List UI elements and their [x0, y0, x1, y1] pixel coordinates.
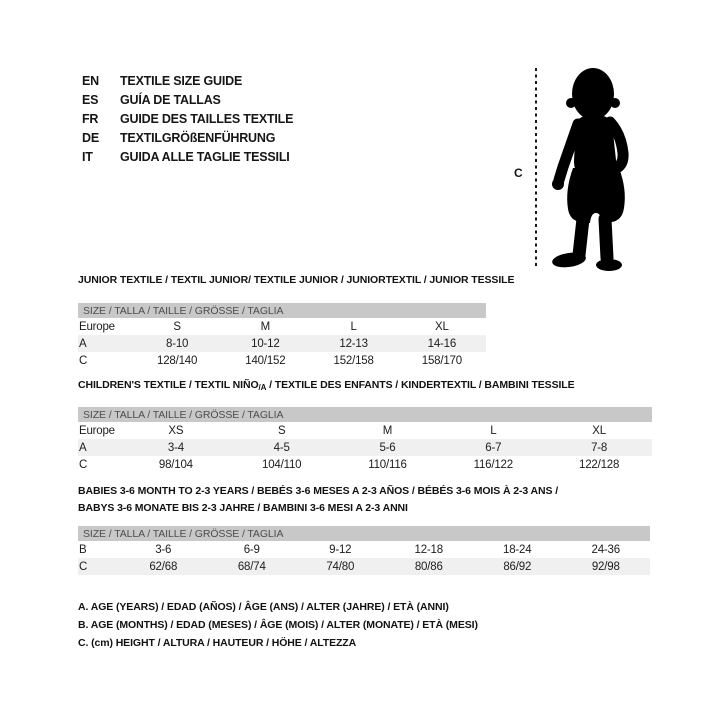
table-cell: 62/68 — [149, 560, 178, 573]
lang-row-en — [82, 71, 293, 90]
table-row — [78, 456, 652, 473]
table-cell: 12-18 — [414, 543, 443, 556]
table-cell: 122/128 — [579, 458, 620, 471]
babies-table-title — [78, 483, 558, 517]
table-cell: 116/122 — [473, 458, 513, 471]
size-header-band: SIZE / TALLA / TAILLE / GRÖSSE / TAGLIA — [78, 407, 652, 422]
lang-row-it — [82, 147, 293, 166]
lang-code: EN — [82, 73, 99, 88]
height-dashed-line — [535, 68, 537, 268]
table-cell: 110/116 — [368, 458, 407, 471]
table-cell: 24-36 — [591, 543, 620, 556]
table-cell: 18-24 — [503, 543, 532, 556]
table-cell: 5-6 — [379, 441, 396, 454]
legend-notes — [78, 598, 478, 652]
table-cell: 3-6 — [155, 543, 172, 556]
children-size-table — [78, 407, 652, 473]
table-row — [78, 422, 652, 439]
table-row — [78, 352, 486, 369]
note-age-months: B. AGE (MONTHS) / EDAD (MESES) / ÂGE (MOIS) / ALTER (MONATE) / ETÀ (MESI) — [78, 619, 478, 631]
children-title-pre: CHILDREN'S TEXTILE / TEXTIL NIÑO — [78, 379, 259, 391]
table-row — [78, 541, 650, 558]
table-cell: 9-12 — [329, 543, 352, 556]
table-cell: 86/92 — [503, 560, 532, 573]
table-cell: 6-9 — [243, 543, 260, 556]
row-label: C — [79, 458, 88, 471]
junior-size-table — [78, 303, 486, 369]
note-height: C. (cm) HEIGHT / ALTURA / HAUTEUR / HÖHE / ALTEZZA — [78, 637, 357, 649]
table-cell: 128/140 — [157, 354, 198, 367]
lang-row-es — [82, 90, 293, 109]
lang-row-de — [82, 128, 293, 147]
table-cell: 98/104 — [158, 458, 193, 471]
lang-code: FR — [82, 111, 99, 126]
table-cell: 6-7 — [485, 441, 502, 454]
table-cell: 12-13 — [339, 337, 368, 350]
row-label: A — [79, 337, 87, 350]
table-cell: XL — [435, 320, 449, 333]
babies-title-line1: BABIES 3-6 MONTH TO 2-3 YEARS / BEBÉS 3-6 MESES A 2-3 AÑOS / BÉBÉS 3-6 MOIS À 2-3 ANS / — [78, 485, 559, 497]
table-cell: L — [350, 320, 357, 333]
table-cell: M — [382, 424, 393, 437]
lang-label: GUÍA DE TALLAS — [120, 92, 221, 107]
table-cell: L — [490, 424, 497, 437]
table-cell: 8-10 — [166, 337, 189, 350]
row-label: A — [79, 441, 87, 454]
size-header-band: SIZE / TALLA / TAILLE / GRÖSSE / TAGLIA — [78, 526, 650, 541]
table-cell: S — [173, 320, 181, 333]
children-table-title — [78, 377, 575, 396]
table-row — [78, 318, 486, 335]
lang-label: GUIDE DES TAILLES TEXTILE — [120, 111, 294, 126]
row-label: Europe — [79, 320, 115, 333]
lang-row-fr — [82, 109, 293, 128]
lang-code: DE — [82, 130, 99, 145]
table-row — [78, 558, 650, 575]
table-cell: XS — [168, 424, 184, 437]
language-list — [82, 71, 293, 166]
children-title-sub: /A — [258, 383, 267, 392]
table-cell: 92/98 — [591, 560, 620, 573]
table-cell: M — [260, 320, 271, 333]
lang-label: TEXTILE SIZE GUIDE — [120, 73, 243, 88]
table-cell: 68/74 — [237, 560, 266, 573]
table-cell: 74/80 — [326, 560, 355, 573]
table-cell: 140/152 — [245, 354, 286, 367]
size-header-band: SIZE / TALLA / TAILLE / GRÖSSE / TAGLIA — [78, 303, 486, 318]
lang-label: TEXTILGRÖßENFÜHRUNG — [120, 130, 276, 145]
children-title-post: / TEXTILE DES ENFANTS / KINDERTEXTIL / BAMBINI TESSILE — [266, 379, 575, 391]
babies-title-line2: BABYS 3-6 MONATE BIS 2-3 JAHRE / BAMBINI 3-6 MESI A 2-3 ANNI — [78, 502, 408, 514]
row-label: C — [79, 354, 88, 367]
table-row — [78, 335, 486, 352]
table-row — [78, 439, 652, 456]
table-cell: 152/158 — [333, 354, 374, 367]
row-label: B — [79, 543, 87, 556]
table-cell: 158/170 — [421, 354, 462, 367]
note-age-years: A. AGE (YEARS) / EDAD (AÑOS) / ÂGE (ANS) / ALTER (JAHRE) / ETÀ (ANNI) — [78, 601, 449, 613]
lang-label: GUIDA ALLE TAGLIE TESSILI — [120, 149, 290, 164]
table-cell: 10-12 — [251, 337, 280, 350]
row-label: Europe — [79, 424, 115, 437]
lang-code: ES — [82, 92, 99, 107]
babies-size-table — [78, 526, 650, 575]
lang-code: IT — [82, 149, 93, 164]
table-cell: 4-5 — [273, 441, 290, 454]
table-cell: 14-16 — [427, 337, 457, 350]
baby-silhouette-icon — [546, 62, 658, 272]
table-cell: 104/110 — [262, 458, 302, 471]
junior-table-title: JUNIOR TEXTILE / TEXTIL JUNIOR/ TEXTILE JUNIOR / JUNIORTEXTIL / JUNIOR TESSILE — [78, 274, 515, 286]
height-measure-label: C — [514, 166, 523, 180]
table-cell: 3-4 — [167, 441, 184, 454]
table-cell: 7-8 — [591, 441, 608, 454]
table-cell: XL — [592, 424, 606, 437]
table-cell: S — [277, 424, 286, 437]
table-cell: 80/86 — [414, 560, 443, 573]
row-label: C — [79, 560, 88, 573]
